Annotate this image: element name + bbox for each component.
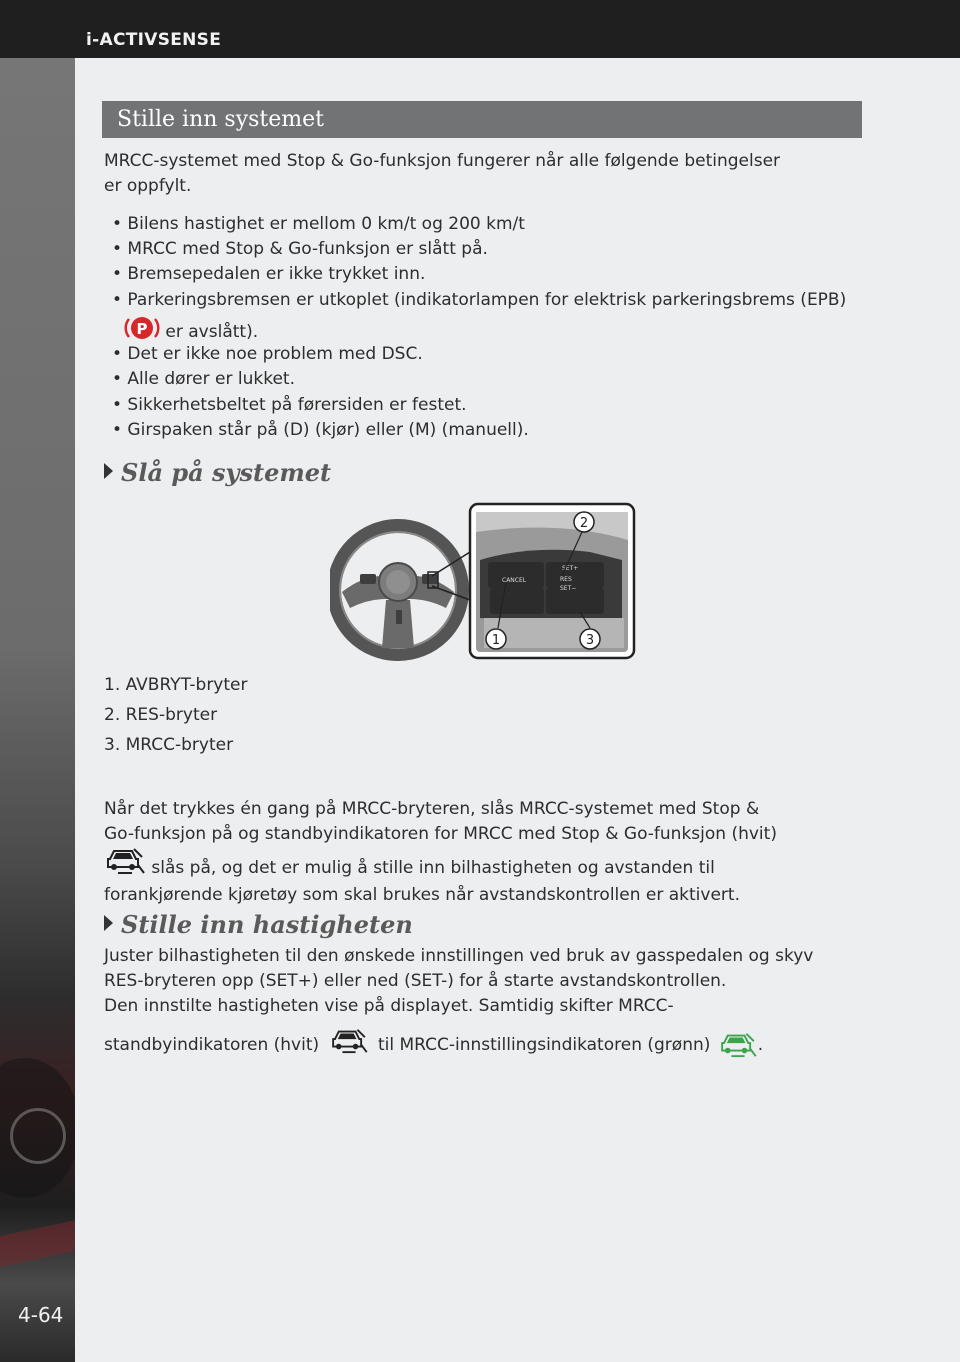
para2-line-1: Juster bilhastigheten til den ønskede innstillingen ved bruk av gasspedalen og skyv bbox=[104, 946, 814, 966]
condition-item: • Bremsepedalen er ikke trykket inn. bbox=[112, 264, 426, 284]
svg-text:P: P bbox=[136, 320, 148, 338]
para2-line-4: standbyindikatoren (hvit) til MRCC-innstillingsindikatoren (grønn) . bbox=[104, 1026, 864, 1058]
condition-item: • Bilens hastighet er mellom 0 km/t og 200 km/t bbox=[112, 214, 525, 234]
condition-item: • Sikkerhetsbeltet på førersiden er festet. bbox=[112, 395, 467, 415]
para1-line-1: Når det trykkes én gang på MRCC-bryteren, slås MRCC-systemet med Stop & bbox=[104, 799, 760, 819]
condition-item: • Det er ikke noe problem med DSC. bbox=[112, 344, 423, 364]
para2-line-2: RES-bryteren opp (SET+) eller ned (SET-) for å starte avstandskontrollen. bbox=[104, 971, 727, 991]
side-strip-photo bbox=[0, 58, 75, 1362]
intro-line-1: MRCC-systemet med Stop & Go-funksjon fungerer når alle følgende betingelser bbox=[104, 151, 781, 171]
epb-indicator-icon bbox=[124, 313, 160, 343]
section-title: Stille inn systemet bbox=[117, 107, 324, 132]
legend-item-2: 2. RES-bryter bbox=[104, 705, 218, 725]
condition-item-continued: P er avslått). bbox=[124, 313, 258, 345]
callout-1: 1 bbox=[491, 633, 501, 648]
running-header: i-ACTIVSENSE bbox=[86, 30, 222, 50]
set-plus-label: SET+ bbox=[562, 565, 579, 572]
page-number: 4-64 bbox=[18, 1303, 64, 1327]
set-minus-label: SET− bbox=[560, 585, 577, 592]
condition-item: • Parkeringsbremsen er utkoplet (indikatorlampen for elektrisk parkeringsbrems (EPB) bbox=[112, 290, 847, 310]
mrcc-set-icon bbox=[718, 1030, 758, 1058]
condition-item: • Alle dører er lukket. bbox=[112, 369, 295, 389]
legend-item-3: 3. MRCC-bryter bbox=[104, 735, 234, 755]
condition-item: • MRCC med Stop & Go-funksjon er slått på. bbox=[112, 239, 488, 259]
section-title-bar bbox=[102, 101, 862, 138]
legend-item-1: 1. AVBRYT-bryter bbox=[104, 675, 248, 695]
mrcc-standby-icon bbox=[104, 845, 146, 875]
triangle-marker-icon bbox=[104, 915, 113, 931]
cancel-label: CANCEL bbox=[502, 577, 527, 584]
intro-line-2: er oppfylt. bbox=[104, 176, 192, 196]
subheading-turn-on: Slå på systemet bbox=[104, 458, 331, 487]
callout-2: 2 bbox=[579, 516, 589, 531]
para1-line-4: forankjørende kjøretøy som skal brukes når avstandskontrollen er aktivert. bbox=[104, 885, 740, 905]
subheading-set-speed: Stille inn hastigheten bbox=[104, 910, 413, 939]
mrcc-standby-icon bbox=[329, 1026, 369, 1054]
triangle-marker-icon bbox=[104, 463, 113, 479]
para1-line-2: Go-funksjon på og standbyindikatoren for MRCC med Stop & Go-funksjon (hvit) bbox=[104, 824, 777, 844]
condition-item: • Girspaken står på (D) (kjør) eller (M) (manuell). bbox=[112, 420, 529, 440]
callout-3: 3 bbox=[585, 633, 595, 648]
res-label: RES bbox=[560, 576, 572, 583]
top-bar bbox=[0, 0, 960, 58]
para1-line-3: slås på, og det er mulig å stille inn bilhastigheten og avstanden til bbox=[104, 856, 864, 881]
steering-wheel-figure bbox=[330, 500, 640, 665]
para2-line-3: Den innstilte hastigheten vise på displayet. Samtidig skifter MRCC- bbox=[104, 996, 674, 1016]
